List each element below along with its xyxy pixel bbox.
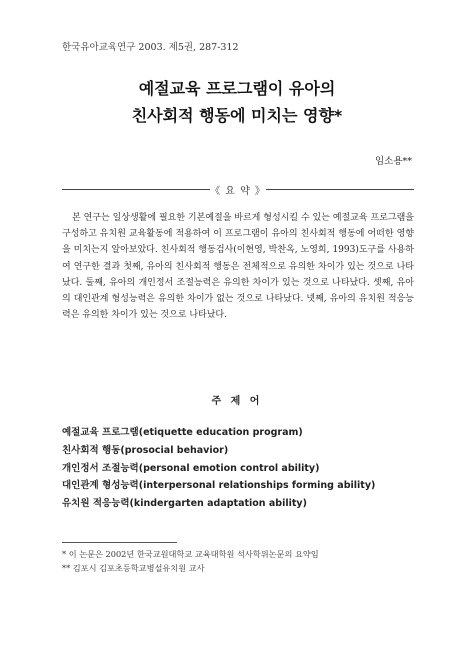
abstract-rule-right: [266, 189, 414, 190]
keyword-list: [62, 424, 375, 513]
keyword-item: 예절교육 프로그램(etiquette education program): [62, 427, 303, 438]
footnote-2: ** 김포시 김포초등학교병설유치원 교사: [62, 563, 205, 573]
abstract-label: 《 요 약 》: [210, 186, 266, 197]
abstract-text: 본 연구는 일상생활에 필요한 기본예절을 바르게 형성시킬 수 있는 예절교육 프로그램을 구성하고 유치원 교육활동에 적용하여 이 프로그램이 유아의 친사회적 행동에 어떠한 영향을 미치는지 알아보았다. 친사회적 행동검사(이현영, 박찬옥, 노영희, 1993)도구를 사용하여 연구한 결과 첫째, 유아의 친사회적 행동은 전체적으로 유의한 차이가 있는 것으로 나타났다. 둘째, 유아의 개인정서 조절능력은 유의한 차이가 있는 것으로 나타났다. 셋째, 유아의 대인관계 형성능력은 유의한 차이가 없는 것으로 나타났다. 넷째, 유아의 유치원 적응능력은 유의한 차이가 있는 것으로 나타났다.: [62, 213, 414, 321]
footnotes: [62, 547, 319, 575]
keyword-item: 유치원 적응능력(kindergarten adaptation ability): [62, 498, 307, 510]
footnote-rule: [62, 542, 177, 543]
keyword-item: 대인관계 형성능력(interpersonal relationships forming ability): [62, 480, 376, 492]
keyword-item: 친사회적 행동(prosocial behavior): [62, 444, 229, 456]
footnote-1: * 이 논문은 2002년 한국교원대학교 교육대학원 석사학위논문의 요약임: [62, 549, 319, 559]
keyword-item: 개인정서 조절능력(personal emotion control ability): [62, 462, 320, 474]
keywords-heading: 주 제 어: [211, 396, 263, 407]
abstract-heading: [62, 182, 414, 196]
author-name: 임소용**: [374, 156, 412, 167]
paper-title-line-1: 예절교육 프로그램이 유아의: [138, 79, 336, 98]
paper-title-line-2: 친사회적 행동에 미치는 영향*: [131, 106, 343, 125]
journal-citation: 한국유아교육연구 2003. 제5권, 287-312: [62, 42, 239, 53]
